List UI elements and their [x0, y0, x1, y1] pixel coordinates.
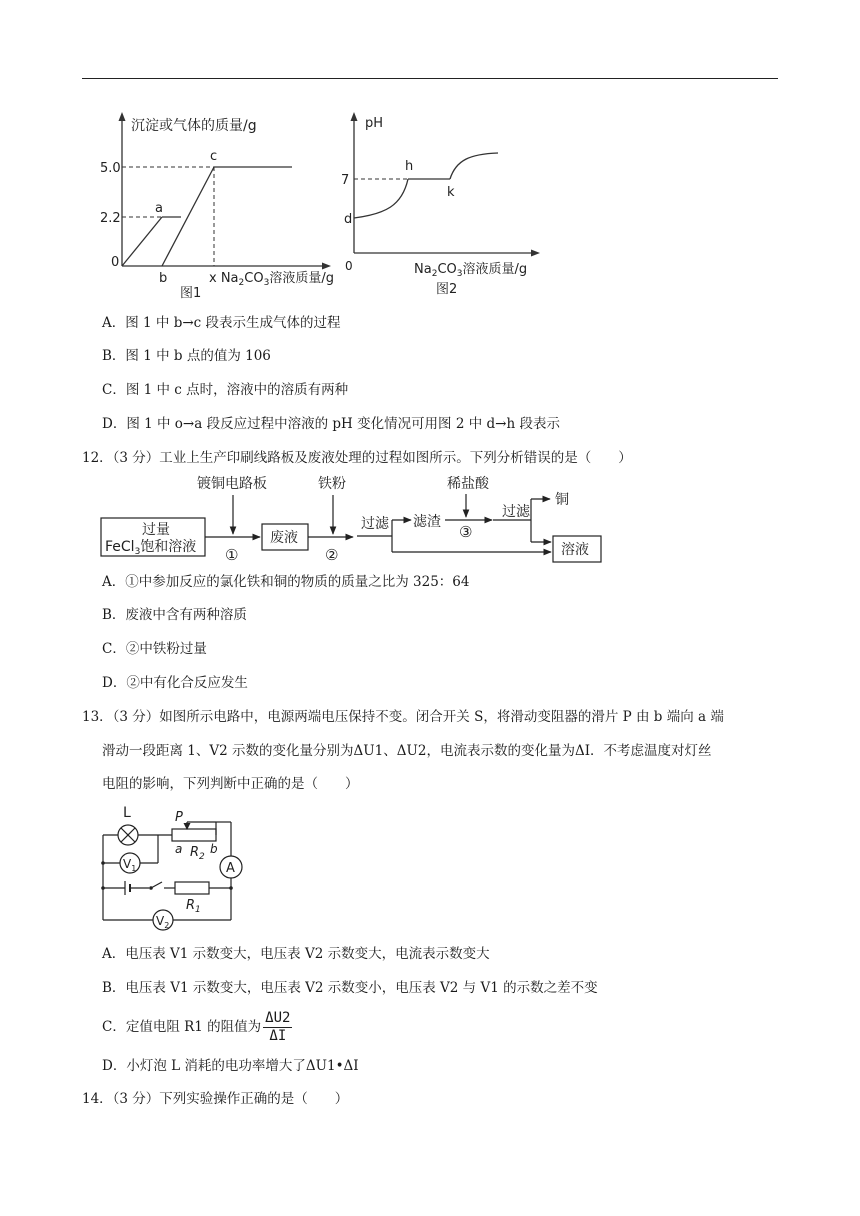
q12-option-c: C．②中铁粉过量	[102, 641, 207, 657]
fig1-point-b: b	[159, 271, 168, 286]
slider-p-label: P	[175, 810, 183, 825]
fig2-point-h: h	[405, 159, 414, 174]
fig1-point-c: c	[210, 149, 218, 164]
q11-option-d: D．图 1 中 o→a 段反应过程中溶液的 pH 变化情况可用图 2 中 d→h 段表示	[102, 416, 560, 432]
circuit-diagram	[95, 800, 255, 930]
box-waste-label: 废液	[270, 530, 298, 546]
fraction-numerator: ΔU2	[265, 1010, 291, 1026]
ammeter-label: A	[226, 861, 235, 876]
label-iron: 铁粉	[318, 476, 346, 492]
fig2-tick-7: 7	[341, 173, 350, 188]
label-copper: 铜	[555, 492, 569, 508]
label-residue: 滤渣	[413, 514, 441, 530]
box-fecl3-top: 过量	[142, 522, 170, 538]
q12-stem: 12．（3 分）工业上生产印刷线路板及废液处理的过程如图所示。下列分析错误的是（ ）	[82, 450, 632, 466]
q13-stem-line-2: 滑动一段距离 1、V2 示数的变化量分别为ΔU1、ΔU2，电流表示数的变化量为ΔI．不考虑温度对灯丝	[102, 743, 712, 759]
label-filter-2: 过滤	[502, 504, 530, 520]
fig2-point-k: k	[447, 185, 455, 200]
fig1-y-label: 沉淀或气体的质量/g	[131, 118, 257, 134]
box-solution-label: 溶液	[561, 542, 589, 558]
rheostat-r2	[172, 829, 216, 841]
rheostat-b-label: b	[210, 842, 218, 856]
q13-option-c	[102, 1008, 292, 1046]
resistor-r1-label: $R_1$	[186, 898, 201, 915]
box-fecl3-bottom: FeCl$_3$饱和溶液	[105, 539, 197, 557]
figure-1-graph	[100, 108, 360, 300]
figure-2-graph	[340, 108, 550, 300]
fig2-x-label: $Na_2CO_3$溶液质量/g	[414, 262, 528, 279]
fig1-origin: 0	[111, 255, 120, 270]
rheostat-r2-label: $R_2$	[190, 845, 205, 862]
lamp-label: L	[123, 805, 131, 821]
voltmeter-v1-label: $V_1$	[123, 857, 137, 873]
fraction-denominator: ΔI	[269, 1028, 287, 1044]
fig2-origin: 0	[345, 259, 353, 273]
step-1: ①	[225, 546, 239, 564]
q13-option-c-prefix: C．定值电阻 R1 的阻值为	[102, 1019, 262, 1035]
fig1-x-label: x $Na_2CO_3$溶液质量/g	[209, 271, 334, 288]
label-acid: 稀盐酸	[447, 476, 489, 492]
q11-option-a: A．图 1 中 b→c 段表示生成气体的过程	[102, 315, 341, 331]
fig1-y-arrow	[119, 112, 126, 121]
fig2-curve-k	[450, 153, 498, 179]
q11-option-b: B．图 1 中 b 点的值为 106	[102, 348, 271, 364]
fig1-tick-2-2: 2.2	[100, 211, 121, 226]
label-board: 镀铜电路板	[197, 476, 267, 492]
q14-stem: 14．（3 分）下列实验操作正确的是（ ）	[82, 1091, 349, 1107]
q13-option-b: B．电压表 V1 示数变大，电压表 V2 示数变小，电压表 V2 与 V1 的示数之差不变	[102, 980, 598, 996]
label-filter-1: 过滤	[361, 516, 389, 532]
fig1-caption: 图1	[180, 286, 202, 301]
fig1-line-oa	[122, 217, 162, 266]
fig1-x-arrow	[322, 263, 331, 270]
q13-stem-line-3: 电阻的影响，下列判断中正确的是（ ）	[102, 776, 359, 792]
rheostat-a-label: a	[175, 842, 183, 856]
q12-option-d: D．②中有化合反应发生	[102, 675, 248, 691]
q12-option-b: B．废液中含有两种溶质	[102, 607, 247, 623]
fig1-point-a: a	[155, 201, 163, 216]
fig1-tick-5: 5.0	[100, 161, 121, 176]
fig2-caption: 图2	[436, 282, 458, 297]
flow-diagram	[95, 470, 615, 568]
fig2-x-arrow	[531, 250, 540, 257]
fig2-point-d: d	[344, 212, 353, 227]
q12-option-a: A．①中参加反应的氯化铁和铜的物质的质量之比为 325：64	[102, 574, 470, 590]
q11-option-c: C．图 1 中 c 点时，溶液中的溶质有两种	[102, 382, 349, 398]
switch-s	[151, 882, 162, 888]
resistor-r1	[175, 882, 209, 894]
q13-stem-line-1: 13．（3 分）如图所示电路中，电源两端电压保持不变。闭合开关 S，将滑动变阻器的滑片 P 由 b 端向 a 端	[82, 709, 724, 725]
q13-option-a: A．电压表 V1 示数变大，电压表 V2 示数变大，电流表示数变大	[102, 946, 490, 962]
fig2-curve-dh	[354, 179, 408, 218]
step-3: ③	[459, 523, 473, 541]
fig2-y-arrow	[351, 112, 358, 121]
q13-option-d: D．小灯泡 L 消耗的电功率增大了ΔU1•ΔI	[102, 1058, 359, 1074]
step-2: ②	[325, 546, 339, 564]
fig2-y-label: pH	[365, 116, 384, 131]
voltmeter-v2-label: $V_2$	[156, 914, 170, 930]
header-rule	[82, 78, 778, 79]
q13-option-c-fraction	[263, 1010, 292, 1045]
